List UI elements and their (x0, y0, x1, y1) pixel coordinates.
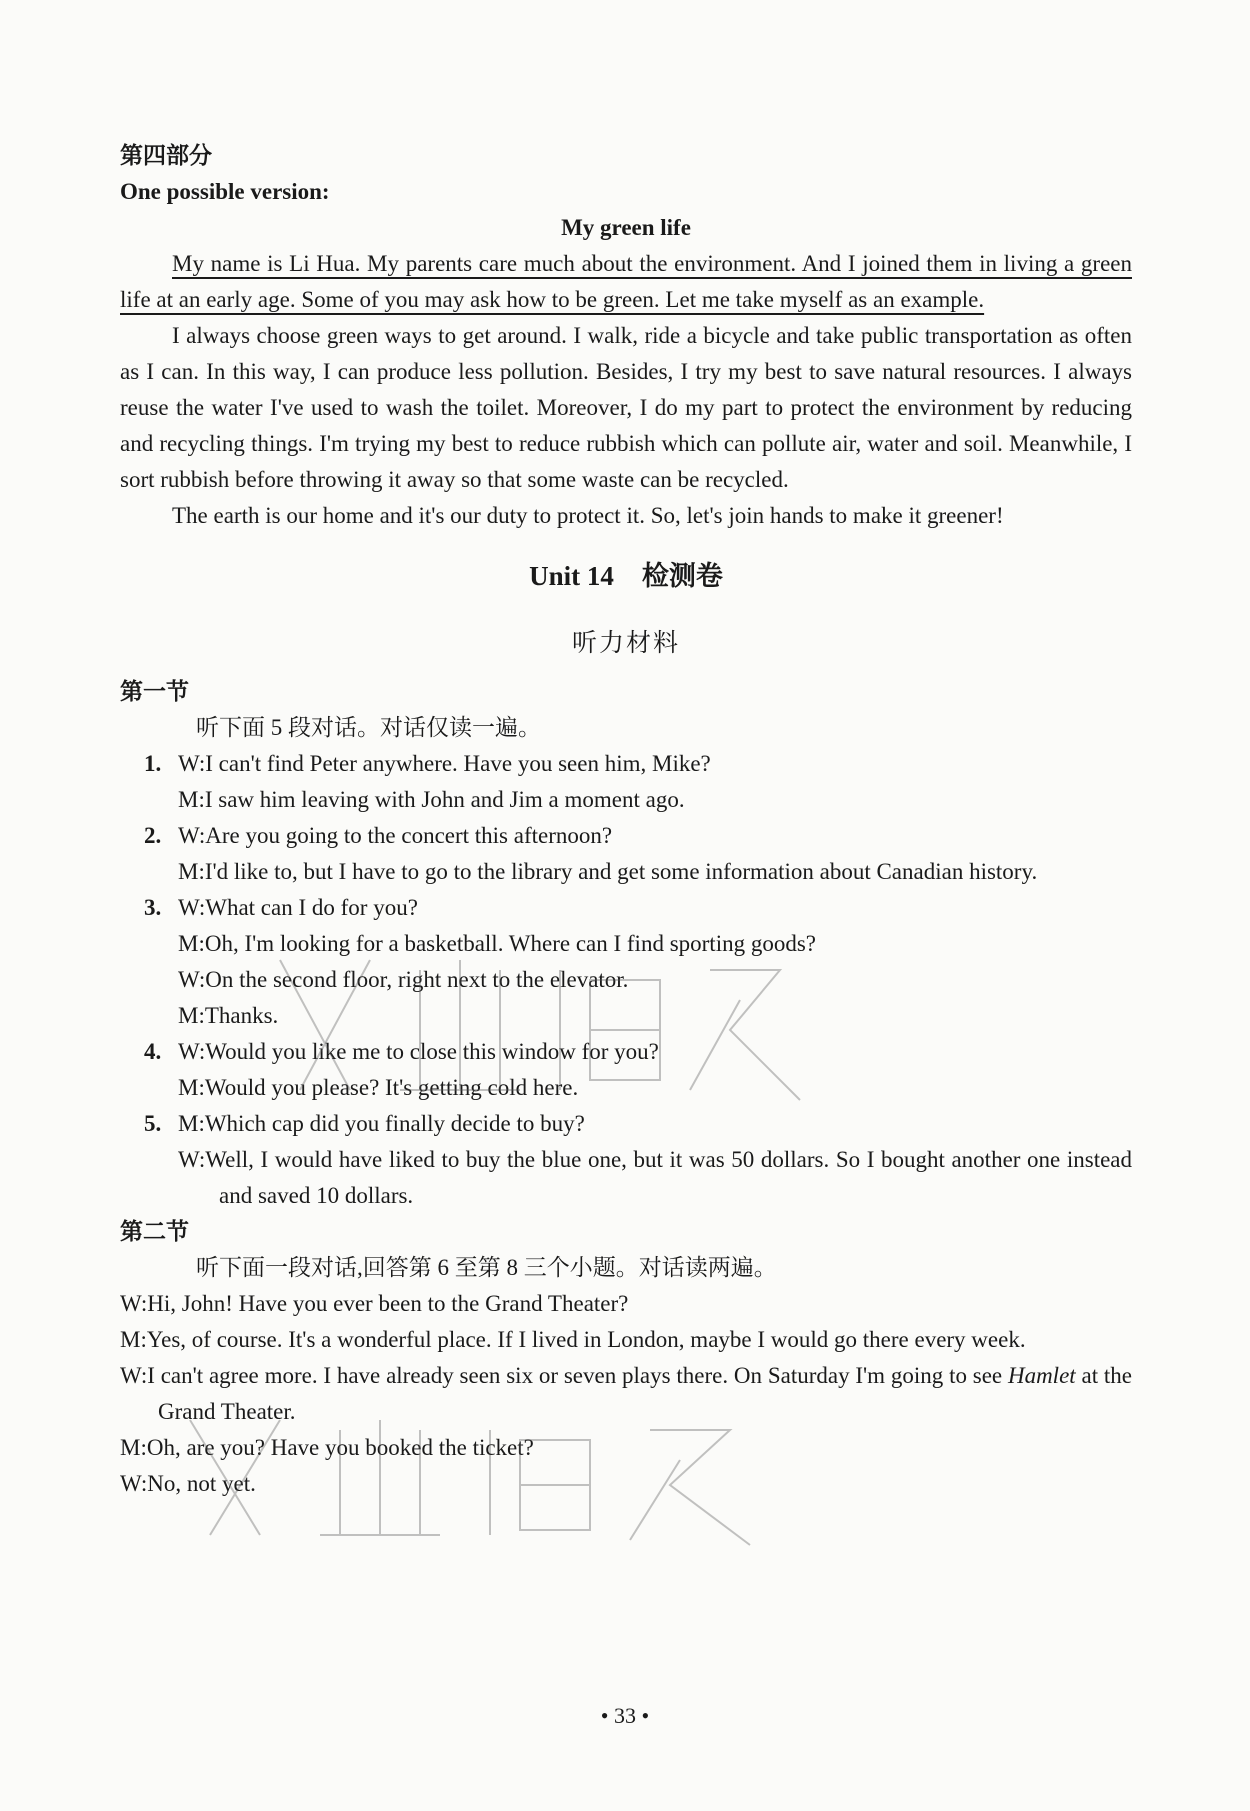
essay-paragraph-3: The earth is our home and it's our duty to protect it. So, let's join hands to make it greener! (172, 503, 1004, 528)
speaker-label: M: (178, 1003, 205, 1028)
dialogue-line (120, 1106, 1132, 1142)
unit-title-en: Unit 14 (529, 561, 614, 591)
dialogue-line (120, 746, 1132, 782)
dialogue-text: Which cap did you finally decide to buy? (204, 1111, 585, 1136)
section2-dialogue (120, 1286, 1132, 1502)
play-title: Hamlet (1007, 1363, 1076, 1388)
speaker-label: W: (120, 1363, 148, 1388)
dialogue-line (120, 782, 1132, 818)
dialogue-text: Thanks. (204, 1003, 279, 1028)
dialogue-line (120, 1322, 1132, 1358)
dialogue-line (120, 926, 1132, 962)
dialogue-text: Oh, I'm looking for a basketball. Where can I find sporting goods? (204, 931, 816, 956)
dialogue-text: I saw him leaving with John and Jim a moment ago. (204, 787, 685, 812)
listening-material-title: 听力材料 (571, 630, 680, 657)
dialogue-text: Are you going to the concert this afternoon? (205, 823, 613, 848)
essay-paragraph-2: I always choose green ways to get around. I walk, ride a bicycle and take public transportation as often as I can. In this way, I can produce less pollution. Besides, I try my best to save natural resources. I always reuse the water I've used to wash the toilet. Moreover, I do my part to protect the environment by reducing and recycling things. I'm trying my best to reduce rubbish which can pollute air, water and soil. Meanwhile, I sort rubbish before throwing it away so that some waste can be recycled. (120, 323, 1132, 492)
speaker-label: W: (120, 1291, 148, 1316)
dialogue-text: I'd like to, but I have to go to the library and get some information about Canadian history. (204, 859, 1038, 884)
section2-instruction: 听下面一段对话,回答第 6 至第 8 三个小题。对话读两遍。 (196, 1255, 777, 1280)
dialogue-text: Hi, John! Have you ever been to the Grand Theater? (147, 1291, 629, 1316)
section1-dialogues (120, 746, 1132, 1214)
question-number: 2. (144, 823, 162, 848)
speaker-label: W: (120, 1471, 148, 1496)
speaker-label: W: (178, 1147, 206, 1172)
speaker-label: M: (178, 787, 205, 812)
essay-paragraph-1: My name is Li Hua. My parents care much about the environment. And I joined them in living a green life at an early age. Some of you may ask how to be green. Let me take myself as an example. (120, 251, 1132, 312)
unit-title (120, 554, 1132, 598)
question-number: 4. (144, 1039, 162, 1064)
question-number: 1. (144, 751, 162, 776)
question-number: 5. (144, 1111, 162, 1136)
dialogue-line (120, 854, 1132, 890)
version-label: One possible version: (120, 179, 330, 204)
dialogue-line (120, 1142, 1132, 1214)
dialogue-text: I can't agree more. I have already seen six or seven plays there. On Saturday I'm going to see (147, 1363, 1008, 1388)
dialogue-line (120, 1286, 1132, 1322)
speaker-label: W: (178, 751, 206, 776)
dialogue-line (120, 1034, 1132, 1070)
speaker-label: W: (178, 1039, 206, 1064)
dialogue-text: On the second floor, right next to the elevator. (205, 967, 629, 992)
dialogue-line (120, 818, 1132, 854)
speaker-label: M: (120, 1435, 147, 1460)
section1-instruction: 听下面 5 段对话。对话仅读一遍。 (196, 715, 541, 740)
dialogue-text: Yes, of course. It's a wonderful place. If I lived in London, maybe I would go there every week. (146, 1327, 1026, 1352)
speaker-label: M: (178, 859, 205, 884)
question-number: 3. (144, 895, 162, 920)
dialogue-line (120, 962, 1132, 998)
speaker-label: M: (178, 1075, 205, 1100)
dialogue-text: What can I do for you? (205, 895, 418, 920)
section2-label: 第二节 (120, 1219, 189, 1244)
speaker-label: M: (178, 931, 205, 956)
dialogue-line (120, 1358, 1132, 1430)
dialogue-text: Would you like me to close this window for you? (205, 1039, 659, 1064)
dialogue-line (120, 998, 1132, 1034)
dialogue-line (120, 1430, 1132, 1466)
dialogue-text: Oh, are you? Have you booked the ticket? (146, 1435, 534, 1460)
speaker-label: W: (178, 823, 206, 848)
speaker-label: W: (178, 967, 206, 992)
dialogue-text: I can't find Peter anywhere. Have you seen him, Mike? (205, 751, 711, 776)
dialogue-line (120, 1070, 1132, 1106)
dialogue-text: Would you please? It's getting cold here. (204, 1075, 579, 1100)
dialogue-text: No, not yet. (147, 1471, 256, 1496)
speaker-label: M: (120, 1327, 147, 1352)
dialogue-line (120, 890, 1132, 926)
unit-title-cn: 检测卷 (641, 561, 723, 591)
dialogue-text: at the Grand Theater. (158, 1363, 1132, 1424)
page-number: • 33 • (600, 1703, 650, 1728)
speaker-label: M: (178, 1111, 205, 1136)
content (120, 138, 1132, 1502)
dialogue-text: Well, I would have liked to buy the blue one, but it was 50 dollars. So I bought another one instead and saved 10 dollars. (205, 1147, 1132, 1208)
essay-title: My green life (561, 215, 691, 240)
speaker-label: W: (178, 895, 206, 920)
section1-label: 第一节 (120, 679, 189, 704)
dialogue-line (120, 1466, 1132, 1502)
part4-heading: 第四部分 (120, 143, 212, 168)
